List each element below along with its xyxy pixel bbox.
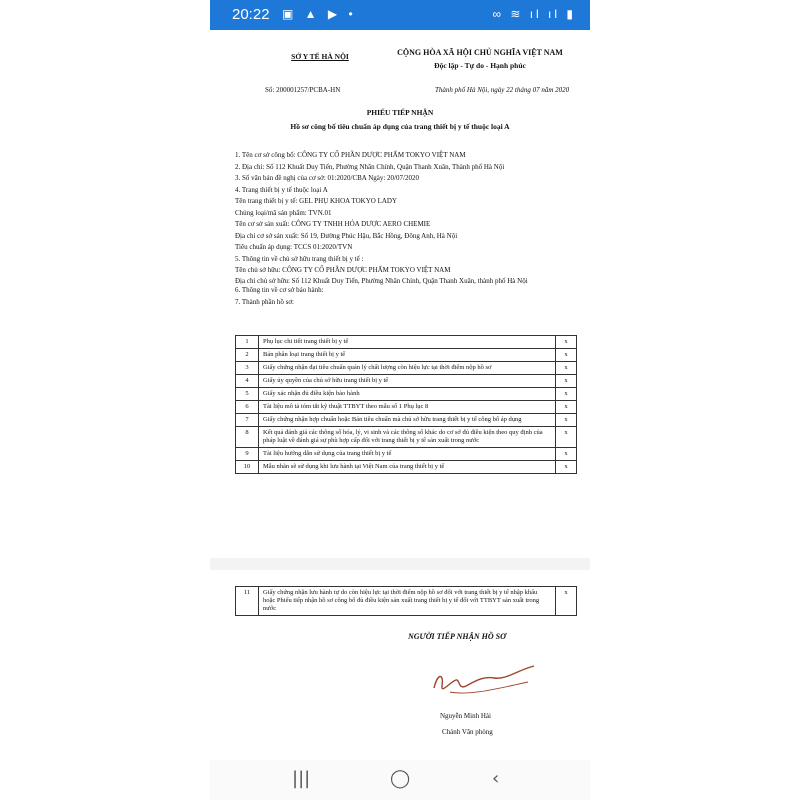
row-text: Giấy chứng nhận đạt tiêu chuẩn quản lý chất lượng còn hiệu lực tại thời điểm nộp hồ sơ (259, 362, 556, 375)
components-line: 7. Thành phần hồ sơ: (235, 297, 294, 306)
status-bar (210, 0, 590, 30)
document-viewer[interactable] (210, 30, 590, 760)
row-number: 11 (236, 587, 259, 616)
table-row (236, 375, 577, 388)
row-number: 3 (236, 362, 259, 375)
table-row (236, 587, 577, 616)
row-mark: x (556, 375, 577, 388)
right-margin (590, 0, 800, 800)
table-row (236, 336, 577, 349)
info-line: Địa chỉ cơ sở sản xuất: Số 19, Đường Phúc Hậu, Bắc Hồng, Đông Anh, Hà Nội (235, 231, 458, 240)
info-line: Tên trang thiết bị y tế: GEL PHỤ KHOA TOKYO LADY (235, 197, 398, 205)
info-line: Tiêu chuẩn áp dụng: TCCS 01:2020/TVN (235, 243, 353, 251)
components-table (235, 335, 577, 474)
notification-icons: ▣ ▲ ▶ • (282, 7, 357, 21)
info-line: 1. Tên cơ sở công bố: CÔNG TY CỔ PHẦN DƯỢC PHẨM TOKYO VIỆT NAM (235, 151, 466, 159)
info-line: 5. Thông tin về chủ sở hữu trang thiết bị y tế : (235, 254, 364, 263)
signer-name: Nguyễn Minh Hải (440, 712, 491, 720)
row-mark: x (556, 461, 577, 474)
row-number: 8 (236, 427, 259, 448)
row-number: 2 (236, 349, 259, 362)
clock: 20:22 (232, 6, 270, 23)
row-text: Mẫu nhãn sẽ sử dụng khi lưu hành tại Việt Nam của trang thiết bị y tế (259, 461, 556, 474)
row-number: 5 (236, 388, 259, 401)
row-number: 7 (236, 414, 259, 427)
table-row (236, 461, 577, 474)
table-row (236, 448, 577, 461)
owner-address: Địa chỉ chủ sở hữu: Số 112 Khuất Duy Tiến, Phường Nhân Chính, Quận Thanh Xuân, thành phố Hà Nội (235, 276, 528, 285)
info-line: 2. Địa chỉ: Số 112 Khuất Duy Tiến, Phường Nhân Chính, Quận Thanh Xuân, Thành phố Hà Nội (235, 162, 505, 171)
nation-heading (385, 48, 575, 70)
row-mark: x (556, 336, 577, 349)
row-number: 1 (236, 336, 259, 349)
row-text: Giấy chứng nhận hợp chuẩn hoặc Bản tiêu chuẩn mà chủ sở hữu trang thiết bị y tế công bố áp dụng (259, 414, 556, 427)
row-mark: x (556, 362, 577, 375)
row-text: Tài liệu hướng dẫn sử dụng của trang thiết bị y tế (259, 448, 556, 461)
signer-title: Chánh Văn phòng (442, 728, 493, 736)
document-body (235, 150, 575, 308)
warranty-line: 6. Thông tin về cơ sở bảo hành: (235, 286, 324, 294)
row-number: 6 (236, 401, 259, 414)
info-line: Chủng loại/mã sản phẩm: TVN.01 (235, 208, 332, 217)
nation-name: CỘNG HÒA XÃ HỘI CHỦ NGHĨA VIỆT NAM (397, 48, 563, 57)
agency-name: SỞ Y TẾ HÀ NỘI (291, 52, 349, 61)
signature-image (430, 652, 540, 702)
info-line: Tên chủ sở hữu: CÔNG TY CỔ PHẦN DƯỢC PHẨM TOKYO VIỆT NAM (235, 266, 451, 274)
document-page-2 (210, 570, 590, 760)
system-icons: ∞ ≋ ıl ıl ▮ (492, 7, 576, 21)
row-mark: x (556, 414, 577, 427)
date-line: Thành phố Hà Nội, ngày 22 tháng 07 năm 2020 (435, 86, 570, 94)
components-table-continued (235, 586, 577, 616)
table-row (236, 414, 577, 427)
recents-button[interactable]: ||| (292, 768, 311, 789)
document-number: Số: 200001257/PCBA-HN (265, 86, 341, 94)
row-text: Phụ lục chi tiết trang thiết bị y tế (259, 336, 556, 349)
home-button[interactable]: ◯ (390, 768, 411, 789)
info-line: 4. Trang thiết bị y tế thuộc loại A (235, 185, 328, 194)
table-row (236, 427, 577, 448)
row-mark: x (556, 427, 577, 448)
row-mark: x (556, 401, 577, 414)
row-mark: x (556, 448, 577, 461)
row-number: 4 (236, 375, 259, 388)
document-subtitle: Hồ sơ công bố tiêu chuẩn áp dụng của trang thiết bị y tế thuộc loại A (290, 122, 510, 131)
row-text: Bản phân loại trang thiết bị y tế (259, 349, 556, 362)
info-line: Tên cơ sở sản xuất: CÔNG TY TNHH HÓA DƯỢC AERO CHEMIE (235, 220, 431, 228)
navigation-bar (210, 760, 590, 800)
row-text: Kết quả đánh giá các thông số hóa, lý, vi sinh và các thông số khác do cơ sở đủ điều kiện theo quy định của pháp luật về đánh giá sự phù hợp cấp đối với trang thiết bị y tế sản xuất trong nước (259, 427, 556, 448)
receiver-heading: NGƯỜI TIẾP NHẬN HỒ SƠ (408, 632, 506, 641)
document-page-1 (210, 30, 590, 558)
table-row (236, 362, 577, 375)
left-margin (0, 0, 210, 800)
row-text: Giấy xác nhận đủ điều kiện bảo hành (259, 388, 556, 401)
row-text: Giấy chứng nhận lưu hành tự do còn hiệu lực tại thời điểm nộp hồ sơ đối với trang thiết bị y tế nhập khẩu hoặc Phiếu tiếp nhận hồ sơ công bố đủ điều kiện sản xuất trang thiết bị y tế đối với TTBYT sản xuất trong nước (259, 587, 556, 616)
row-mark: x (556, 388, 577, 401)
info-line: 3. Số văn bản đề nghị của cơ sở: 01:2020/CBA Ngày: 20/07/2020 (235, 174, 419, 182)
row-text: Giấy ủy quyền của chủ sở hữu trang thiết bị y tế (259, 375, 556, 388)
table-row (236, 349, 577, 362)
row-text: Tài liệu mô tả tóm tắt kỹ thuật TTBYT theo mẫu số 1 Phụ lục 8 (259, 401, 556, 414)
row-number: 10 (236, 461, 259, 474)
national-motto: Độc lập - Tự do - Hạnh phúc (434, 61, 526, 70)
row-number: 9 (236, 448, 259, 461)
row-mark: x (556, 587, 577, 616)
table-row (236, 401, 577, 414)
document-title: PHIẾU TIẾP NHẬN (366, 108, 434, 117)
back-button[interactable]: ‹ (492, 768, 500, 789)
row-mark: x (556, 349, 577, 362)
table-row (236, 388, 577, 401)
